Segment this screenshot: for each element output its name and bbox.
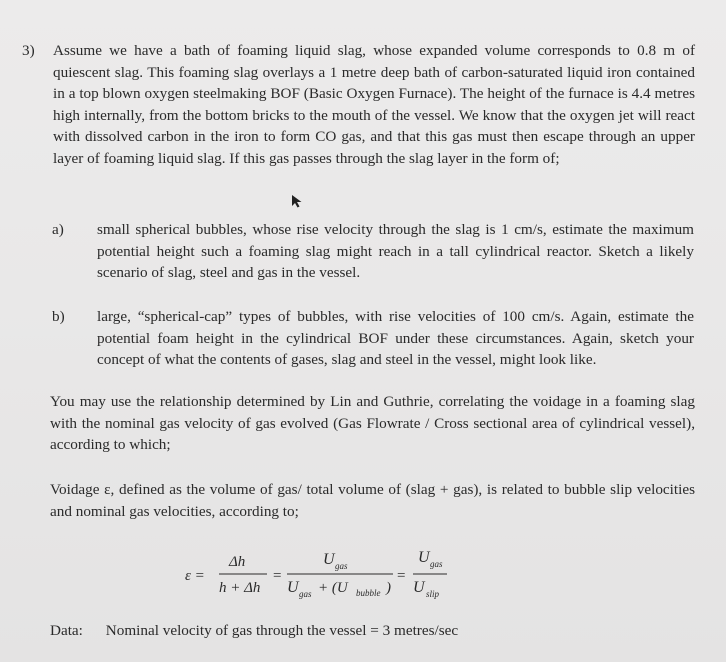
formula-frac2-den-plus: + (U — [318, 580, 348, 596]
voidage-paragraph: Voidage ε, defined as the volume of gas/ total volume of (slag + gas), is related to bubble slip velocities and nominal gas velocities, according to; — [50, 481, 695, 520]
data-label: Data: — [50, 622, 83, 639]
formula-eq-1: = — [273, 568, 282, 584]
part-a-label: a) — [52, 221, 64, 238]
voidage-formula — [185, 546, 475, 606]
part-b-text: large, “spherical-cap” types of bubbles, with rise velocities of 100 cm/s. Again, estimate the potential foam height in the cylindrical BOF under these circumstances. Again, sketch your concept of what the contents of gases, slag and steel in the vessel, might look like. — [97, 308, 694, 369]
formula-frac1-den: h + Δh — [219, 580, 261, 596]
formula-frac3-den-u: U — [413, 579, 425, 596]
part-a-text: small spherical bubbles, whose rise velocity through the slag is 1 cm/s, estimate the maximum potential height such a foaming slag might reach in a tall cylindrical reactor. Sketch a likely scenario of slag, steel and gas in the vessel. — [97, 221, 694, 282]
formula-frac1-num: Δh — [229, 554, 246, 570]
formula-frac2-num-u: U — [323, 551, 335, 568]
mouse-cursor-icon — [291, 194, 303, 208]
formula-frac3-num-u: U — [418, 549, 430, 566]
formula-eq-2: = — [397, 568, 406, 584]
data-text: Nominal velocity of gas through the vessel = 3 metres/sec — [105, 622, 459, 639]
relationship-paragraph: You may use the relationship determined by Lin and Guthrie, correlating the voidage in a foaming slag with the nominal gas velocity of gas evolved (Gas Flowrate / Cross sectional area of cylindrical vessel), according to which; — [50, 393, 695, 454]
formula-frac2-den-u: U — [287, 579, 299, 596]
formula-frac3-den-sub: slip — [426, 589, 440, 599]
formula-frac3-num-sub: gas — [430, 559, 443, 569]
question-intro: Assume we have a bath of foaming liquid slag, whose expanded volume corresponds to 0.8 m of quiescent slag. This foaming slag overlays a 1 metre deep bath of carbon-saturated liquid iron contained in a top blown oxygen steelmaking BOF (Basic Oxygen Furnace). The height of the furnace is 4.4 metres high internally, from the bottom bricks to the mouth of the vessel. We know that the oxygen jet will react with dissolved carbon in the iron to form CO gas, and that this gas must then escape through an upper layer of foaming liquid slag. If this gas passes through the slag layer in the form of; — [53, 42, 695, 167]
formula-frac2-den-close: ) — [386, 580, 391, 596]
formula-frac2-den-bubble: bubble — [356, 588, 381, 598]
formula-lhs: ε = — [185, 568, 205, 584]
formula-frac2-num-sub: gas — [335, 561, 348, 571]
question-number: 3) — [22, 42, 35, 59]
formula-frac2-den-sub: gas — [299, 589, 312, 599]
data-line — [50, 622, 458, 640]
part-b-label: b) — [52, 308, 65, 325]
